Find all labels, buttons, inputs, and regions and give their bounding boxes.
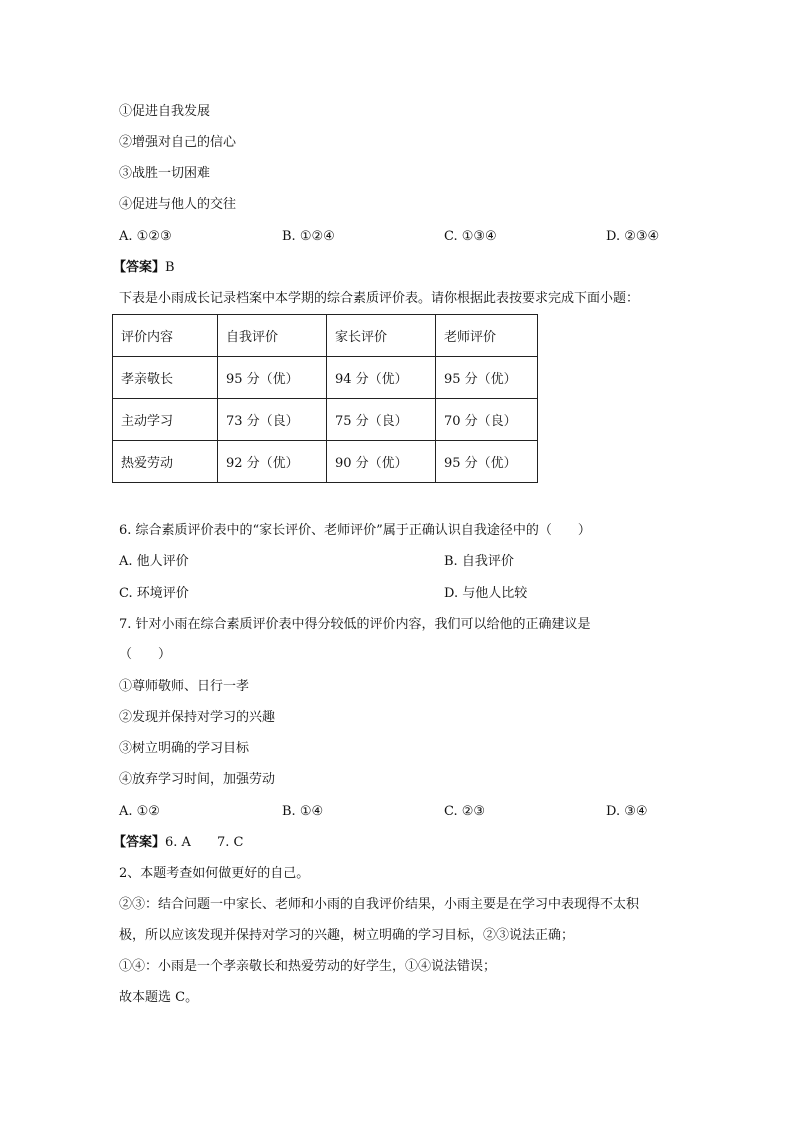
q5-item-3: ③战胜一切困难 — [119, 166, 211, 181]
answer-value: B — [165, 260, 175, 275]
q7-paren: （ ） — [119, 647, 172, 662]
explanation-line: 极，所以应该发现并保持对学习的兴趣，树立明确的学习目标，②③说法正确； — [119, 928, 575, 943]
table-cell: 95 分（优） — [436, 357, 538, 399]
table-cell: 95 分（优） — [218, 357, 327, 399]
q7-item-2: ②发现并保持对学习的兴趣 — [119, 710, 276, 725]
table-header-cell: 家长评价 — [327, 315, 436, 357]
q5-option-d: D. ②③④ — [606, 229, 660, 244]
table-cell: 75 分（良） — [327, 399, 436, 441]
q7-option-c: C. ②③ — [444, 804, 486, 819]
q7-item-1: ①尊师敬师、日行一孝 — [119, 679, 250, 694]
q6-option-a: A. 他人评价 — [119, 554, 189, 569]
table-cell: 73 分（良） — [218, 399, 327, 441]
explanation-line: ①④：小雨是一个孝亲敬长和热爱劳动的好学生，①④说法错误； — [119, 959, 497, 974]
table-cell: 95 分（优） — [436, 441, 538, 483]
q6-option-b: B. 自我评价 — [444, 554, 514, 569]
q7-option-a: A. ①② — [119, 804, 160, 819]
q6-stem: 6. 综合素质评价表中的“家长评价、老师评价”属于正确认识自我途径中的（ ） — [119, 523, 591, 538]
q7-option-d: D. ③④ — [606, 804, 648, 819]
table-header-cell: 评价内容 — [113, 315, 218, 357]
q5-item-2: ②增强对自己的信心 — [119, 135, 237, 150]
q7-item-4: ④放弃学习时间，加强劳动 — [119, 772, 276, 787]
table-row — [113, 441, 538, 483]
q5-option-b: B. ①②④ — [282, 229, 335, 244]
q6-q7-answer — [113, 834, 243, 852]
q5-option-a: A. ①②③ — [119, 229, 172, 244]
table-cell: 94 分（优） — [327, 357, 436, 399]
table-header-cell: 老师评价 — [436, 315, 538, 357]
q7-stem: 7. 针对小雨在综合素质评价表中得分较低的评价内容，我们可以给他的正确建议是 — [119, 617, 591, 632]
table-cell: 热爱劳动 — [113, 441, 218, 483]
explanation-line: 2、本题考查如何做更好的自己。 — [119, 866, 310, 881]
table-row — [113, 399, 538, 441]
answer-label: 【答案】 — [113, 835, 166, 850]
q6-option-c: C. 环境评价 — [119, 586, 189, 601]
q5-option-c: C. ①③④ — [444, 229, 497, 244]
explanation-line: ②③：结合问题一中家长、老师和小雨的自我评价结果，小雨主要是在学习中表现得不太积 — [119, 897, 640, 912]
answer-label: 【答案】 — [113, 260, 166, 275]
table-cell: 90 分（优） — [327, 441, 436, 483]
q7-item-3: ③树立明确的学习目标 — [119, 741, 250, 756]
explanation-line: 故本题选 C。 — [119, 990, 199, 1005]
table-cell: 主动学习 — [113, 399, 218, 441]
table-cell: 92 分（优） — [218, 441, 327, 483]
table-cell: 70 分（良） — [436, 399, 538, 441]
answer-value: 6. A 7. C — [165, 835, 244, 850]
table-row — [113, 357, 538, 399]
q5-answer — [113, 259, 175, 277]
evaluation-table — [112, 314, 538, 483]
q7-option-b: B. ①④ — [282, 804, 324, 819]
q5-item-1: ①促进自我发展 — [119, 104, 211, 119]
q6-option-d: D. 与他人比较 — [444, 586, 528, 601]
table-header-row — [113, 315, 538, 357]
table-cell: 孝亲敬长 — [113, 357, 218, 399]
table-header-cell: 自我评价 — [218, 315, 327, 357]
q5-item-4: ④促进与他人的交往 — [119, 197, 237, 212]
table-intro: 下表是小雨成长记录档案中本学期的综合素质评价表。请你根据此表按要求完成下面小题： — [119, 291, 640, 306]
